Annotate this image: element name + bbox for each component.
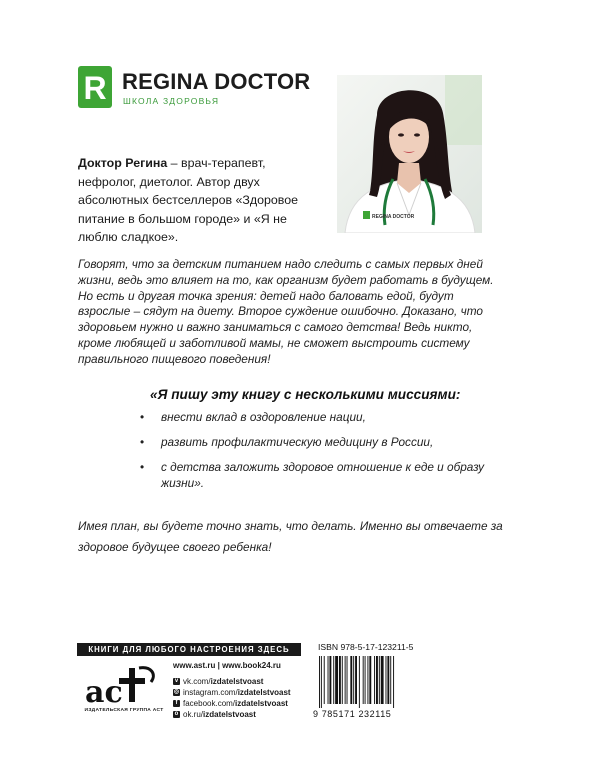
regina-doctor-logo-icon <box>78 66 112 108</box>
publisher-websites[interactable]: www.ast.ru | www.book24.ru <box>173 661 281 670</box>
intro-paragraph: Говорят, что за детским питанием надо следить с самых первых дней жизни, ведь это влияет на то, как организм будет работать в будущем. Но есть и другая точка зрения: детей надо баловать едой, будут взрослые – сядут на диету. Второе суждение ошибочно. Доказано, что здоровьем нужно и важно заниматься с самого детства! Ведь никто, кроме любящей и заботливой мамы, не сможет выстроить систему правильного пищевого поведения! <box>78 257 494 366</box>
author-name: Доктор Регина <box>78 156 168 170</box>
publisher-name: ИЗДАТЕЛЬСКАЯ ГРУППА АСТ <box>84 708 164 713</box>
list-item: • с детства заложить здоровое отношение к еде и образу жизни». <box>140 460 485 490</box>
missions-list <box>140 409 500 500</box>
brand-name: REGINA DOCTOR <box>122 69 311 94</box>
outro-paragraph: Имея план, вы будете точно знать, что делать. Именно вы отвечаете за здоровое будущее своего ребенка! <box>78 519 503 554</box>
barcode <box>317 656 421 708</box>
author-bio-text: – врач-терапевт, нефролог, диетолог. Автор двух абсолютных бестселлеров «Здоровое питание в большом городе» и «Я не люблю сладкое». <box>78 156 299 244</box>
author-bio <box>78 154 318 247</box>
social-link-ok[interactable]: o ok.ru/ izdatelstvoast <box>174 710 256 719</box>
facebook-icon: f <box>173 700 180 707</box>
footer-tagline: КНИГИ ДЛЯ ЛЮБОГО НАСТРОЕНИЯ ЗДЕСЬ <box>77 643 301 656</box>
svg-text:ac: ac <box>85 675 123 706</box>
social-links <box>173 676 291 720</box>
list-item: • внести вклад в оздоровление нации, <box>140 410 366 424</box>
author-portrait <box>337 75 482 233</box>
svg-text:R: R <box>83 70 107 106</box>
svg-text:REGINA DOCTOR: REGINA DOCTOR <box>372 214 415 220</box>
list-item: • развить профилактическую медицину в России, <box>140 435 434 449</box>
ok-icon: o <box>174 711 179 717</box>
bullet: • <box>140 460 145 474</box>
social-link-vk[interactable]: v vk.com/ izdatelstvoast <box>174 677 264 686</box>
social-link-instagram[interactable]: ◎ instagram.com/ izdatelstvoast <box>173 688 291 697</box>
bullet: • <box>140 435 145 449</box>
ast-logo-icon <box>85 662 163 706</box>
barcode-number: 9 785171 232115 <box>313 709 392 719</box>
instagram-icon: ◎ <box>173 689 180 695</box>
isbn: ISBN 978-5-17-123211-5 <box>318 642 414 652</box>
missions-title: «Я пишу эту книгу с несколькими миссиями: <box>150 387 461 402</box>
social-link-facebook[interactable]: f facebook.com/ izdatelstvoast <box>173 698 291 709</box>
bullet: • <box>140 410 145 424</box>
brand-subtitle: ШКОЛА ЗДОРОВЬЯ <box>123 96 220 106</box>
vk-icon: v <box>174 678 179 684</box>
